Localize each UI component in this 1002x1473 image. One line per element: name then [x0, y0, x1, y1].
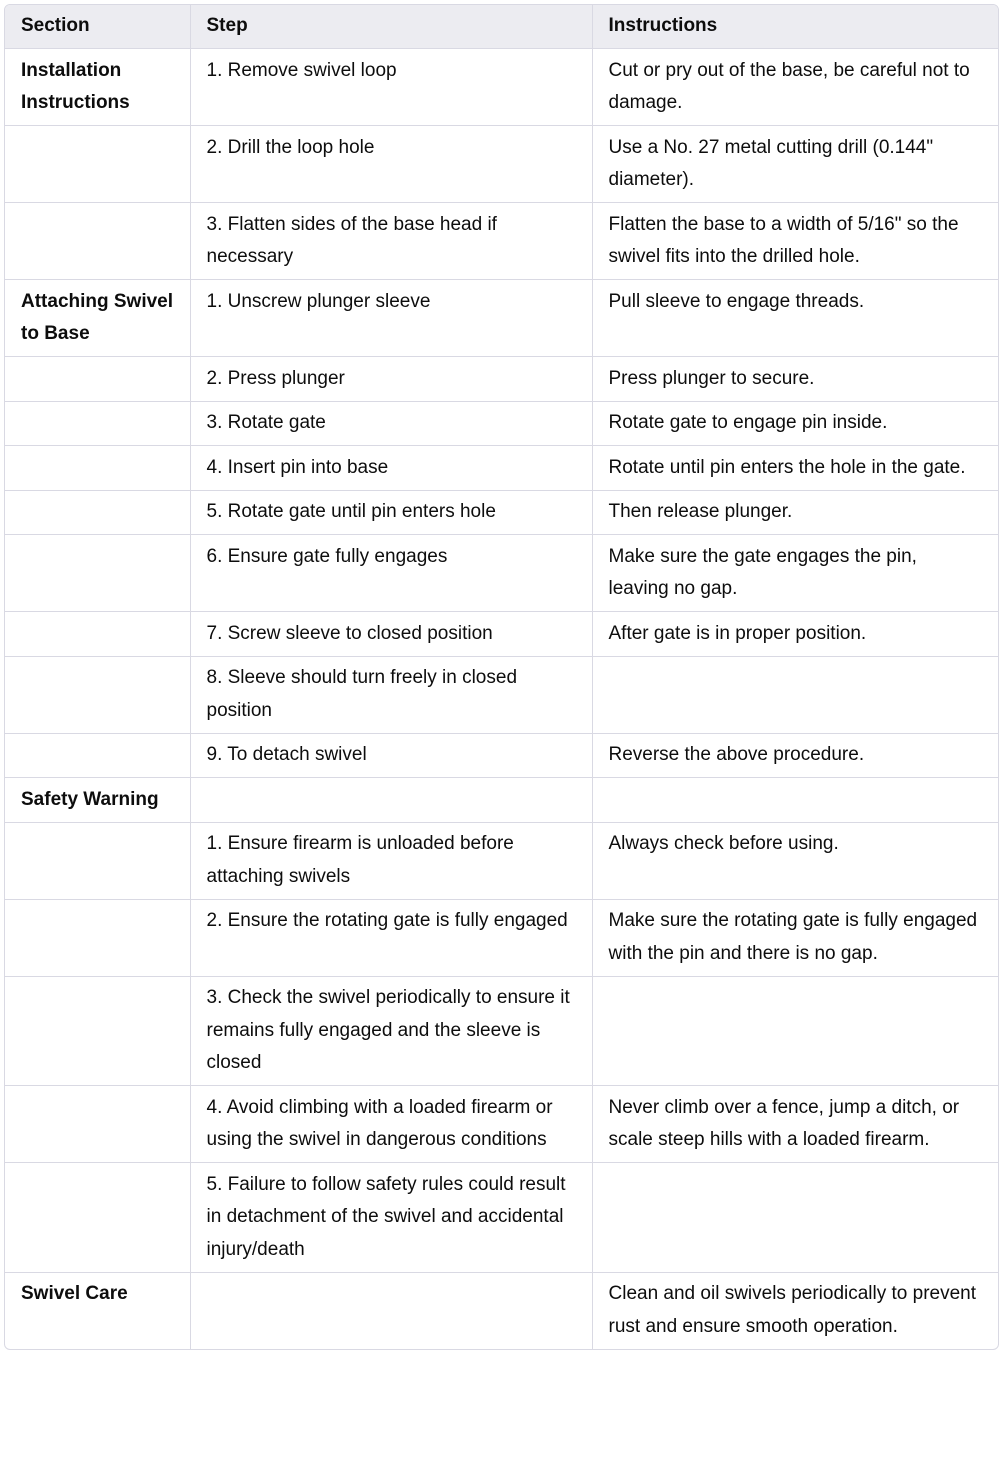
section-cell: [5, 490, 190, 535]
step-cell: 5. Failure to follow safety rules could result in detachment of the swivel and accidental injury/death: [190, 1163, 592, 1273]
table-header-row: [5, 5, 998, 49]
table-row: [5, 490, 998, 535]
table-row: [5, 976, 998, 1086]
section-cell: Swivel Care: [5, 1272, 190, 1349]
section-cell: Safety Warning: [5, 778, 190, 823]
section-cell: [5, 733, 190, 778]
section-cell: Attaching Swivel to Base: [5, 280, 190, 357]
table-row: [5, 446, 998, 491]
section-cell: [5, 899, 190, 976]
instruction-cell: Make sure the rotating gate is fully engaged with the pin and there is no gap.: [592, 899, 998, 976]
table-row: [5, 1272, 998, 1349]
step-cell: 1. Remove swivel loop: [190, 49, 592, 126]
section-cell: [5, 535, 190, 612]
instruction-cell: Rotate until pin enters the hole in the gate.: [592, 446, 998, 491]
header-instructions: Instructions: [592, 5, 998, 49]
section-cell: [5, 357, 190, 402]
instruction-cell: [592, 656, 998, 733]
table-row: [5, 126, 998, 203]
step-cell: 6. Ensure gate fully engages: [190, 535, 592, 612]
instructions-table-container: [4, 4, 999, 1350]
instruction-cell: [592, 976, 998, 1086]
section-cell: [5, 612, 190, 657]
table-row: [5, 203, 998, 280]
instruction-cell: After gate is in proper position.: [592, 612, 998, 657]
header-section: Section: [5, 5, 190, 49]
instruction-cell: Always check before using.: [592, 822, 998, 899]
section-cell: Installation Instructions: [5, 49, 190, 126]
instruction-cell: Use a No. 27 metal cutting drill (0.144" diameter).: [592, 126, 998, 203]
step-cell: 2. Ensure the rotating gate is fully engaged: [190, 899, 592, 976]
table-row: [5, 535, 998, 612]
table-row: [5, 1086, 998, 1163]
instruction-cell: Rotate gate to engage pin inside.: [592, 401, 998, 446]
step-cell: 5. Rotate gate until pin enters hole: [190, 490, 592, 535]
table-row: [5, 357, 998, 402]
table-row: [5, 733, 998, 778]
section-cell: [5, 401, 190, 446]
instruction-cell: Clean and oil swivels periodically to prevent rust and ensure smooth operation.: [608, 1283, 977, 1337]
instruction-cell: Pull sleeve to engage threads.: [592, 280, 998, 357]
table-row: [5, 778, 998, 823]
section-cell: [5, 126, 190, 203]
table-row: [5, 401, 998, 446]
instruction-cell: Reverse the above procedure.: [592, 733, 998, 778]
instruction-cell: Never climb over a fence, jump a ditch, or scale steep hills with a loaded firearm.: [592, 1086, 998, 1163]
step-cell: 3. Check the swivel periodically to ensure it remains fully engaged and the sleeve is closed: [190, 976, 592, 1086]
section-cell: [5, 976, 190, 1086]
header-step: Step: [190, 5, 592, 49]
instruction-cell: Make sure the gate engages the pin, leaving no gap.: [592, 535, 998, 612]
instruction-cell: [592, 778, 998, 823]
table-row: [5, 899, 998, 976]
section-cell: [5, 446, 190, 491]
instruction-cell: Then release plunger.: [592, 490, 998, 535]
table-row: [5, 656, 998, 733]
section-cell: [5, 1163, 190, 1273]
step-cell: 9. To detach swivel: [190, 733, 592, 778]
step-cell: 2. Press plunger: [190, 357, 592, 402]
step-cell: 4. Avoid climbing with a loaded firearm or using the swivel in dangerous conditions: [190, 1086, 592, 1163]
step-cell: 3. Flatten sides of the base head if necessary: [190, 203, 592, 280]
table-row: [5, 1163, 998, 1273]
table-row: [5, 280, 998, 357]
step-cell: 2. Drill the loop hole: [190, 126, 592, 203]
section-cell: [5, 656, 190, 733]
instruction-cell: Flatten the base to a width of 5/16" so the swivel fits into the drilled hole.: [592, 203, 998, 280]
instruction-cell: Cut or pry out of the base, be careful not to damage.: [592, 49, 998, 126]
instructions-table: [5, 5, 998, 1349]
step-cell: 1. Ensure firearm is unloaded before attaching swivels: [190, 822, 592, 899]
step-cell: 1. Unscrew plunger sleeve: [190, 280, 592, 357]
table-row: [5, 822, 998, 899]
step-cell: 7. Screw sleeve to closed position: [190, 612, 592, 657]
table-row: [5, 612, 998, 657]
section-cell: [5, 822, 190, 899]
section-cell: [5, 203, 190, 280]
table-row: [5, 49, 998, 126]
instruction-cell: [592, 1163, 998, 1273]
step-cell: 8. Sleeve should turn freely in closed position: [190, 656, 592, 733]
instruction-cell: Press plunger to secure.: [592, 357, 998, 402]
section-cell: [5, 1086, 190, 1163]
step-cell: 3. Rotate gate: [190, 401, 592, 446]
step-cell: 4. Insert pin into base: [190, 446, 592, 491]
step-cell: [190, 1272, 592, 1349]
step-cell: [190, 778, 592, 823]
